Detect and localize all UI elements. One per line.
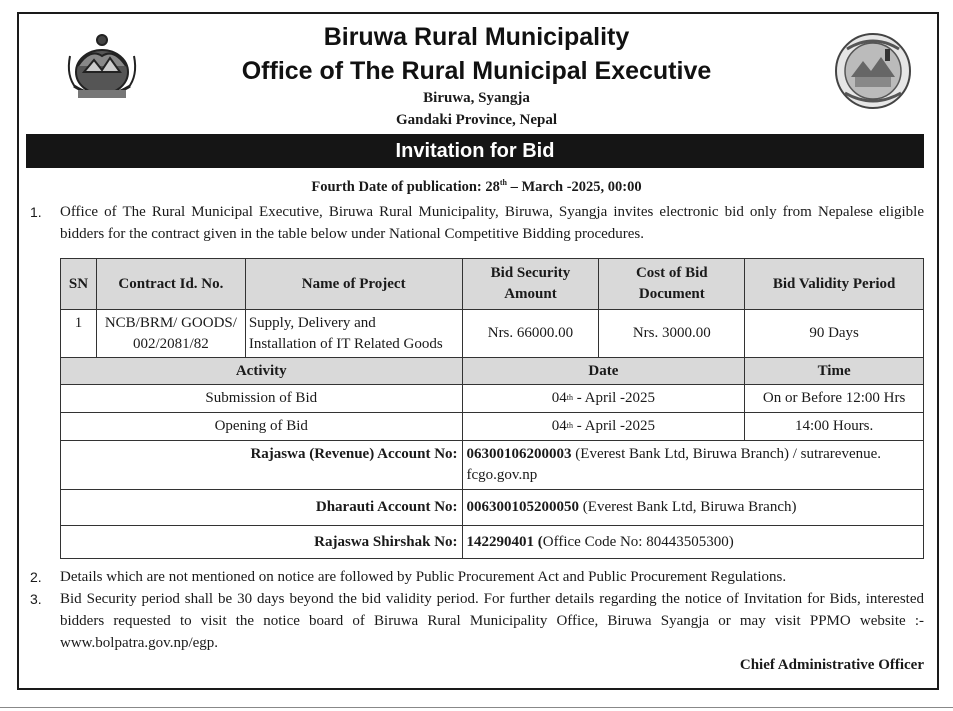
- cell-sn: 1: [61, 310, 97, 358]
- cell-contract-id: NCB/BRM/ GOODS/ 002/2081/82: [96, 310, 245, 358]
- header-cost: Cost of Bid Document: [599, 259, 745, 310]
- account-value: 06300106200003 (Everest Bank Ltd, Biruwa Branch) / sutrarevenue. fcgo.gov.np: [462, 441, 923, 490]
- header-date: Date: [462, 358, 745, 385]
- point-number: 2.: [30, 569, 42, 585]
- signature-title: Chief Administrative Officer: [739, 657, 924, 673]
- account-label: Dharauti Account No:: [61, 490, 463, 526]
- account-value: 142290401 (Office Code No: 80443505300): [462, 526, 923, 559]
- account-row: [61, 490, 924, 526]
- cell-activity: Opening of Bid: [61, 413, 463, 441]
- account-row: [61, 441, 924, 490]
- municipality-name: Biruwa Rural Municipality: [323, 23, 630, 51]
- point-number: 3.: [30, 591, 42, 607]
- header-contract-id: Contract Id. No.: [96, 259, 245, 310]
- point-number: 1.: [30, 204, 42, 220]
- notice-point-3: [30, 588, 924, 654]
- table-row: [61, 385, 924, 413]
- cell-cost: Nrs. 3000.00: [599, 310, 745, 358]
- notice-point-1: [30, 201, 924, 245]
- office-name: Office of The Rural Municipal Executive: [241, 57, 712, 85]
- bid-table: [60, 258, 924, 559]
- cell-project: Supply, Delivery and Installation of IT Related Goods: [245, 310, 462, 358]
- header-bid-security: Bid Security Amount: [462, 259, 599, 310]
- publication-date: Fourth Date of publication: 28th – March -2025, 00:00: [311, 178, 642, 195]
- notice-title-banner: Invitation for Bid: [26, 134, 924, 168]
- point-text: Office of The Rural Municipal Executive, Biruwa Rural Municipality, Biruwa, Syangja invites electronic bid only from Nepalese eligible bidders for the contract given in the table below under National Competitive Bidding procedures.: [60, 204, 924, 242]
- table-row: [61, 413, 924, 441]
- cell-validity: 90 Days: [745, 310, 924, 358]
- address-line-1: Biruwa, Syangja: [423, 90, 530, 106]
- point-text: Bid Security period shall be 30 days beyond the bid validity period. For further details regarding the notice of Invitation for Bids, interested bidders requested to visit the notice board of Biruwa Rural Municipality Office, Biruwa Syangja or may visit PPMO website :- www.bolpatra.gov.np/egp.: [60, 591, 924, 651]
- account-value: 006300105200050 (Everest Bank Ltd, Biruwa Branch): [462, 490, 923, 526]
- account-row: [61, 526, 924, 559]
- account-label: Rajaswa Shirshak No:: [61, 526, 463, 559]
- account-label: Rajaswa (Revenue) Account No:: [61, 441, 463, 490]
- header-time: Time: [745, 358, 924, 385]
- cell-time: 14:00 Hours.: [745, 413, 924, 441]
- bottom-divider: [0, 707, 953, 708]
- notice-point-2: [30, 566, 924, 588]
- cell-date: 04th - April -2025: [462, 385, 745, 413]
- cell-time: On or Before 12:00 Hrs: [745, 385, 924, 413]
- header-sn: SN: [61, 259, 97, 310]
- header-validity: Bid Validity Period: [745, 259, 924, 310]
- table-row: [61, 310, 924, 358]
- cell-bid-security: Nrs. 66000.00: [462, 310, 599, 358]
- header-activity: Activity: [61, 358, 463, 385]
- address-line-2: Gandaki Province, Nepal: [396, 112, 557, 128]
- cell-activity: Submission of Bid: [61, 385, 463, 413]
- cell-date: 04th - April -2025: [462, 413, 745, 441]
- activity-header-row: [61, 358, 924, 385]
- header-project: Name of Project: [245, 259, 462, 310]
- point-text: Details which are not mentioned on notice are followed by Public Procurement Act and Public Procurement Regulations.: [60, 569, 787, 585]
- table-header-row: [61, 259, 924, 310]
